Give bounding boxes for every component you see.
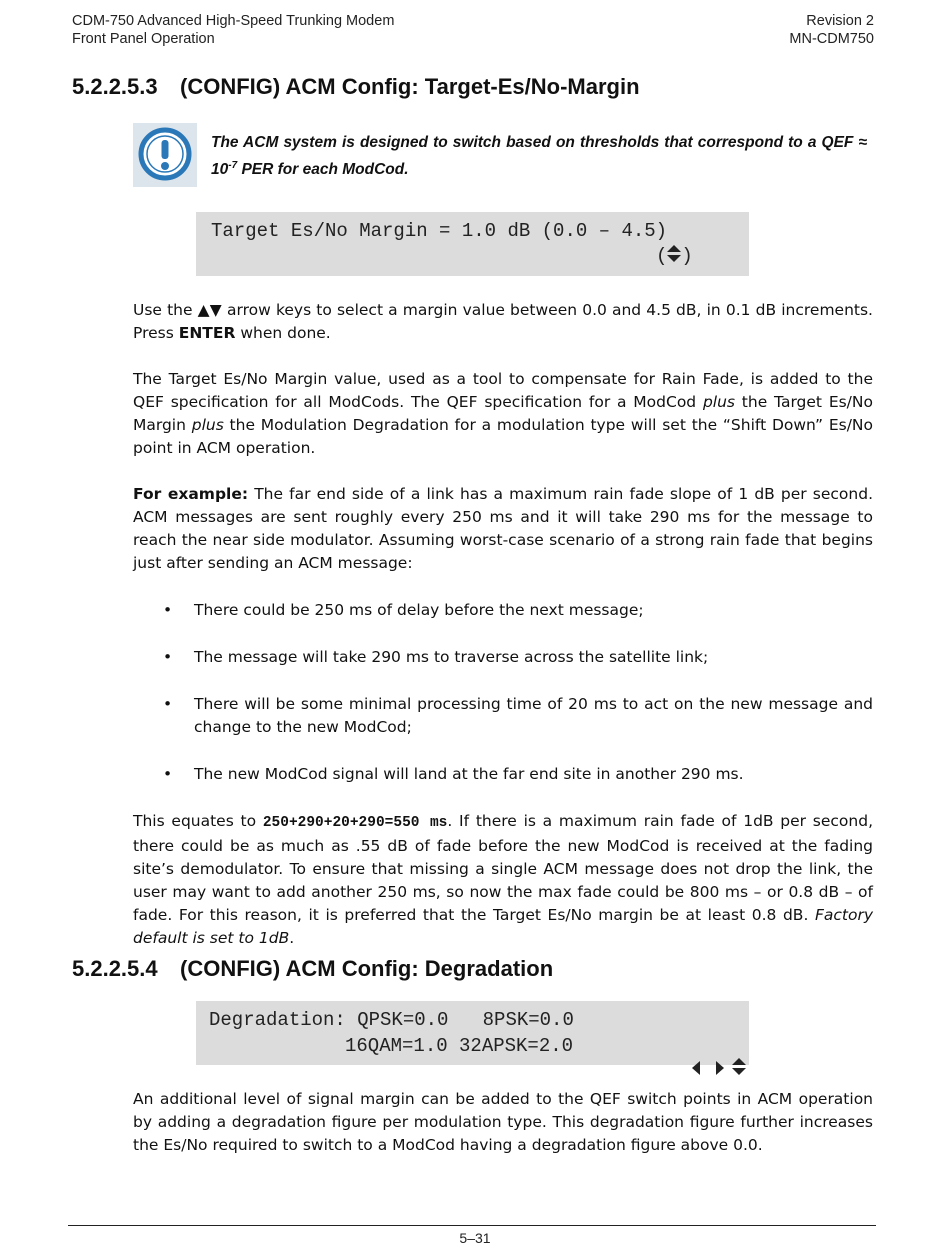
list-item: • There could be 250 ms of delay before the next message; <box>133 599 873 622</box>
page-header-left <box>72 12 394 48</box>
list-item: • The message will take 290 ms to traverse across the satellite link; <box>133 646 873 669</box>
exclamation-circle-icon <box>133 123 197 187</box>
section-number: 5.2.2.5.3 <box>72 74 158 99</box>
list-item: • The new ModCod signal will land at the far end site in another 290 ms. <box>133 763 873 786</box>
paragraph-margin-description: The Target Es/No Margin value, used as a tool to compensate for Rain Fade, is added to the QEF specification for all ModCods. The QEF specification for a ModCod plus the Target Es/No Margin plus the Modulation Degradation for a modulation type will set the “Shift Down” Es/No point in ACM operation. <box>133 370 873 457</box>
calculation-code: 250+290+20+290=550 ms <box>262 815 448 831</box>
lcd-display-degradation <box>196 1001 749 1065</box>
up-down-arrows-icon <box>667 245 681 263</box>
section-title: (CONFIG) ACM Config: Target-Es/No-Margin <box>180 74 640 99</box>
bullet-dot: • <box>163 765 173 783</box>
page-number: 5–31 <box>459 1230 491 1246</box>
footer-rule <box>68 1225 876 1226</box>
arrow-keys-glyph: ▲▼ <box>197 301 222 319</box>
document-number: MN-CDM750 <box>789 31 874 47</box>
enter-key-label: ENTER <box>178 324 236 342</box>
lcd-line-2: ( ) <box>656 245 693 267</box>
section-heading-target-margin <box>72 74 640 100</box>
page-header-right <box>789 12 874 48</box>
section-title: (CONFIG) ACM Config: Degradation <box>180 956 554 981</box>
bullet-dot: • <box>163 648 173 666</box>
paragraph-degradation: An additional level of signal margin can be added to the QEF switch points in ACM operation by adding a degradation figure per modulation type. This degradation figure further increases the Es/No required to switch to a ModCod having a degradation figure above 0.0. <box>133 1090 873 1154</box>
lcd-line-1: Target Es/No Margin = 1.0 dB (0.0 – 4.5) <box>211 220 668 242</box>
revision-label: Revision 2 <box>806 13 874 29</box>
note-text: The ACM system is designed to switch based on thresholds that correspond to a QEF ≈ $10^{-7}$ PER for each ModCod. <box>211 134 867 179</box>
document-title: CDM-750 Advanced High-Speed Trunking Modem <box>72 13 395 29</box>
lcd-line-2: 16QAM=1.0 32APSK=2.0 <box>345 1035 574 1057</box>
section-number: 5.2.2.5.4 <box>72 956 158 981</box>
paragraph-calculation: This equates to 250+290+20+290=550 ms. If there is a maximum rain fade of 1dB per second, there could be as much as .55 dB of fade before the new ModCod is received at the fading site’s demodulator. To ensure that missing a single ACM message does not drop the link, the user may want to add another 250 ms, so now the max fade could be 800 ms – or 0.8 dB – of fade. For this reason, it is preferred that the Target Es/No margin be at least 0.8 dB. Factory default is set to 1dB. <box>133 812 873 947</box>
paragraph-example: For example: The far end side of a link has a maximum rain fade slope of 1 dB per second. ACM messages are sent roughly every 250 ms and it will take 290 ms for the message to reach the near side modulator. Assuming worst-case scenario of a strong rain fade that begins just after sending an ACM message: <box>133 485 873 572</box>
lcd-line-1: Degradation: QPSK=0.0 8PSK=0.0 <box>209 1009 574 1031</box>
bullet-dot: • <box>163 601 173 619</box>
lcd-display-target-margin <box>196 212 749 276</box>
note-superscript: -7 <box>228 160 238 171</box>
chapter-title: Front Panel Operation <box>72 31 215 47</box>
example-label: For example: <box>133 485 249 503</box>
factory-default-note: Factory default is set to 1dB <box>133 906 873 947</box>
paragraph-instructions: Use the ▲▼ arrow keys to select a margin value between 0.0 and 4.5 dB, in 0.1 dB increments. Press ENTER when done. <box>133 301 873 342</box>
bullet-dot: • <box>163 695 173 713</box>
section-heading-degradation <box>72 956 553 982</box>
list-item: • There will be some minimal processing time of 20 ms to act on the new message and change to the new ModCod; <box>163 695 873 736</box>
